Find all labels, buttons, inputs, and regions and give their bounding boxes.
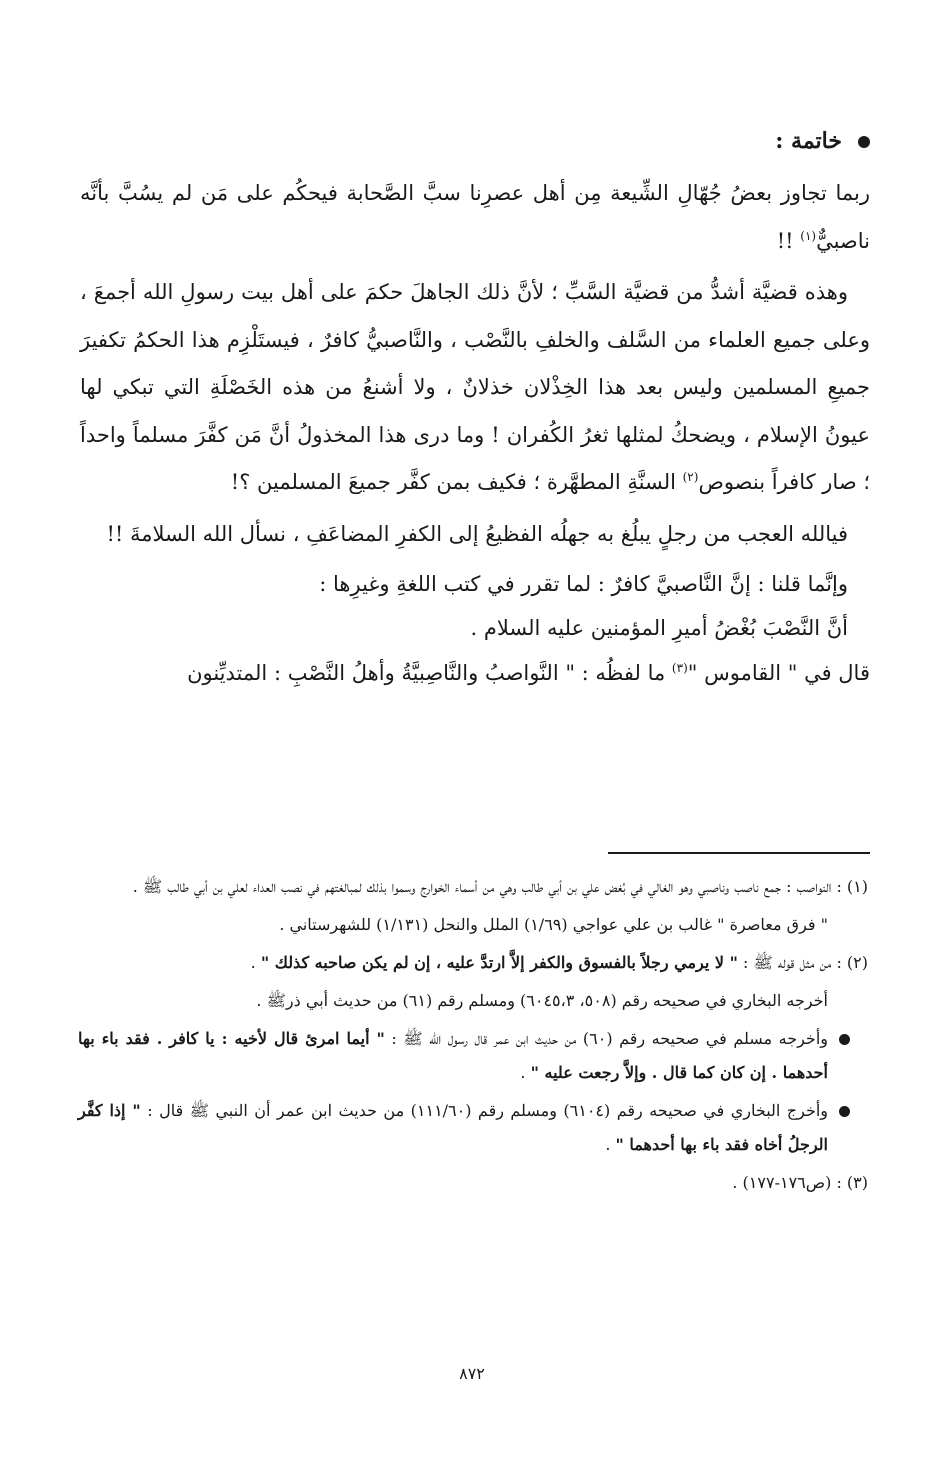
footnote-1-source: " فرق معاصرة " غالب بن علي عواجي (١/٦٩) الملل والنحل (١/١٣١) للشهرستاني . — [279, 915, 828, 934]
text-line-2: أنَّ النَّصْبَ بُغْضُ أميرِ المؤمنين عليه السلام . — [470, 616, 848, 640]
hadith-quote: " لا يرمي رجلاً بالفسوق والكفر إلاَّ ارتدَّ عليه ، إن لم يكن صاحبه كذلك " — [260, 953, 738, 972]
footnote-text-end: . — [520, 1063, 531, 1082]
text-line-1: وإنَّما قلنا : إنَّ النَّاصبيَّ كافرٌ : لما تقرر في كتب اللغةِ وغيرِها : — [319, 572, 848, 596]
footnote-1: (١) : النواصب : جمع ناصب وناصبي وهو الغالي في بُغض علي بن أبي طالب وهي من أسماء الخوارج وسموا بذلك لمبالغتهم في نصب العداء لعلي بن أبي طالب ﷺ . — [132, 877, 868, 896]
footnote-3: (٣) : (ص١٧٦-١٧٧) . — [732, 1173, 868, 1192]
footnote-divider — [608, 852, 870, 854]
footnote-ref-2[interactable]: (٢) — [682, 470, 699, 484]
footnote-2 — [78, 946, 868, 980]
bullet-icon — [839, 1106, 850, 1117]
paragraph-2 — [80, 269, 870, 507]
footnote-ref-1[interactable]: (١) — [800, 228, 817, 243]
bullet-icon — [839, 1034, 850, 1045]
page-number: ٨٧٢ — [459, 1364, 485, 1383]
text-line-3 — [80, 650, 870, 698]
footnote-text-end: . — [250, 953, 261, 972]
footnotes — [78, 870, 868, 1204]
paragraph-text-end: السنَّةِ المطهَّرة ؛ فكيف بمن كفَّر جميعَ المسلمين ؟! — [230, 470, 683, 494]
paragraph-1 — [80, 170, 870, 265]
footnote-text: وأخرجه مسلم في صحيحه رقم (٦٠) من حديث ابن عمر قال رسول الله ﷺ : — [384, 1029, 828, 1048]
footnote-text: (٢) : من مثل قوله ﷺ : — [737, 953, 868, 972]
line-text-end: ما لفظُه : " النَّواصبُ والنَّاصِبيَّةُ وأهلُ النَّصْبِ : المتديِّنون — [187, 661, 672, 685]
bullet-icon — [858, 136, 870, 148]
main-text — [80, 118, 870, 702]
footnote-ref-3[interactable]: (٣) — [671, 661, 688, 675]
paragraph-text: فيالله العجب من رجلٍ يبلُغ به جهلُه الفظيعُ إلى الكفرِ المضاعَفِ ، نسأل الله السلامةَ !! — [106, 521, 848, 546]
paragraph-3 — [80, 511, 870, 559]
footnote-2-source: أخرجه البخاري في صحيحه رقم (٥٠٨، ٦٠٤٥،٣) ومسلم رقم (٦١) من حديث أبي ذرﷺ . — [256, 991, 828, 1010]
footnote-bullet-2 — [78, 1094, 868, 1162]
hadith-quote: " أيما امرئ قال لأخيه : يا كافر . فقد باء بها أحدهما . إن كان كما قال . وإلاَّ رجعت عليه " — [78, 1029, 828, 1082]
paragraph-text: ربما تجاوز بعضُ جُهّالِ الشِّيعة مِن أهل عصرِنا سبَّ الصَّحابة فيحكُم على مَن لم يسُبَّ بأنَّه ناصبيٌّ — [80, 181, 870, 253]
footnote-bullet-1 — [78, 1022, 868, 1090]
paragraph-text-end: !! — [776, 228, 801, 253]
footnote-text-end: . — [605, 1135, 616, 1154]
paragraph-text: وهذه قضيَّة أشدُّ من قضيَّة السَّبِّ ؛ لأنَّ ذلك الجاهلَ حكمَ على أهل بيت رسولِ الله أجمعَ ، وعلى جميع العلماء من السَّلف والخلفِ بالنَّصْب ، والنَّاصبيُّ كافرٌ ، فيستَلْزِم هذا الحكمُ تكفيرَ جميعِ المسلمين وليس بعد هذا الخِذْلان خذلانٌ ، ولا أشنعُ من هذه الخَصْلَةِ التي تبكي لها عيونُ الإسلام ، ويضحكُ لمثلها ثغرُ الكُفران ! وما درى هذا المخذولُ أنَّ مَن كفَّرَ مسلماً واحداً ؛ صار كافراً بنصوص — [80, 280, 870, 494]
footnote-text: وأخرج البخاري في صحيحه رقم (٦١٠٤) ومسلم رقم (١١١/٦٠) من حديث ابن عمر أن النبي ﷺ قال : — [140, 1101, 829, 1120]
section-heading — [80, 118, 870, 164]
hadith-quote: " إذا كفَّر الرجلُ أخاه فقد باء بها أحدهما " — [78, 1101, 828, 1154]
line-text: قال في " القاموس " — [687, 661, 870, 685]
heading-text: خاتمة : — [775, 128, 842, 154]
